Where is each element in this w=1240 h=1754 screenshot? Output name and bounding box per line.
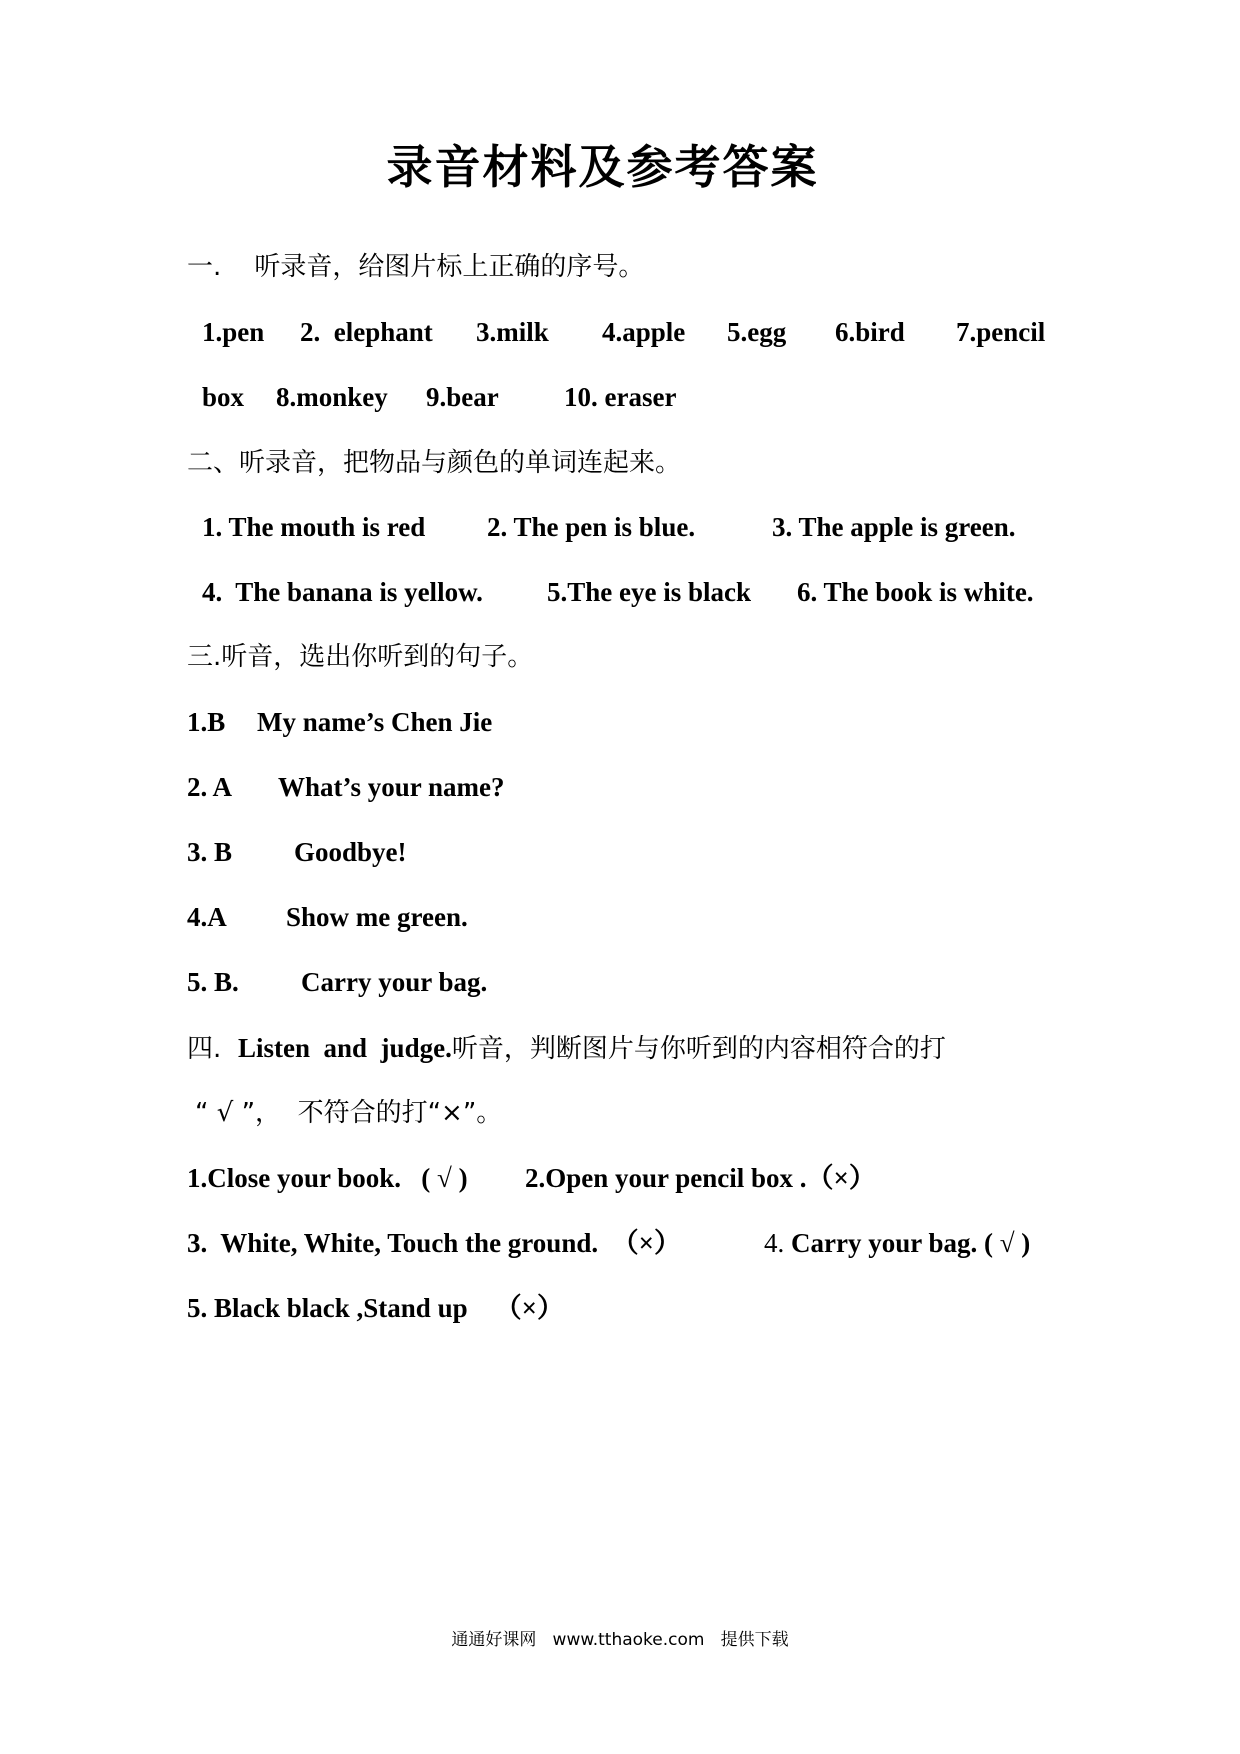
list-item: 9.bear xyxy=(426,382,499,412)
section-1-heading: 一. 听录音，给图片标上正确的序号。 xyxy=(187,252,645,282)
list-item: 4.apple xyxy=(602,317,686,347)
item-text: Carry your bag. xyxy=(301,967,488,997)
section-4-heading-en: Listen and judge. xyxy=(238,1033,452,1063)
list-item: 2.Open your pencil box .（×） xyxy=(525,1163,876,1193)
list-item: 4. The banana is yellow. xyxy=(202,577,483,607)
item-text: Carry your bag. ( √ ) xyxy=(791,1228,1031,1258)
item-text: My name’s Chen Jie xyxy=(257,707,493,737)
section-3-heading: 三.听音，选出你听到的句子。 xyxy=(187,642,534,672)
footer-text: 通通好课网 www.tthaoke.com 提供下载 xyxy=(451,1630,789,1650)
list-item: 6.bird xyxy=(835,317,905,347)
list-item: 8.monkey xyxy=(276,382,388,412)
item-number: 1.B xyxy=(187,707,226,737)
section-4-number: 四. xyxy=(187,1034,222,1064)
list-item: 10. eraser xyxy=(564,382,677,412)
list-item: box xyxy=(202,382,245,412)
section-4-heading-line-2: “ √ ”， 不符合的打“×”。 xyxy=(195,1098,503,1128)
list-item: 6. The book is white. xyxy=(797,577,1034,607)
item-number: 4.A xyxy=(187,902,227,932)
item-number: 5. B. xyxy=(187,967,239,997)
list-item: 3. The apple is green. xyxy=(772,512,1016,542)
section-4-heading-cn: 听音，判断图片与你听到的内容相符合的打 xyxy=(451,1034,946,1064)
item-number: 2. A xyxy=(187,772,233,802)
page-title: 录音材料及参考答案 xyxy=(386,142,819,193)
item-number: 3. B xyxy=(187,837,233,867)
list-item: 5.The eye is black xyxy=(547,577,752,607)
list-item: 2. The pen is blue. xyxy=(487,512,696,542)
section-4-heading xyxy=(187,1028,946,1069)
list-item: 3. White, White, Touch the ground. （×） xyxy=(187,1228,681,1258)
item-text: What’s your name? xyxy=(278,772,505,802)
list-item xyxy=(764,1223,1030,1263)
list-item: 1.Close your book. ( √ ) xyxy=(187,1163,468,1193)
section-4-row-3: 5. Black black ,Stand up （×） xyxy=(187,1293,564,1323)
list-item: 1. The mouth is red xyxy=(202,512,426,542)
list-item: 3.milk xyxy=(476,317,549,347)
item-number: 4. xyxy=(764,1228,785,1258)
list-item: 5.egg xyxy=(727,317,787,347)
item-text: Goodbye! xyxy=(294,837,407,867)
list-item: 2. elephant xyxy=(300,317,433,347)
section-2-heading: 二、听录音，把物品与颜色的单词连起来。 xyxy=(187,448,682,478)
list-item: 1.pen xyxy=(202,317,265,347)
list-item: 7.pencil xyxy=(956,317,1046,347)
item-text: Show me green. xyxy=(286,902,468,932)
